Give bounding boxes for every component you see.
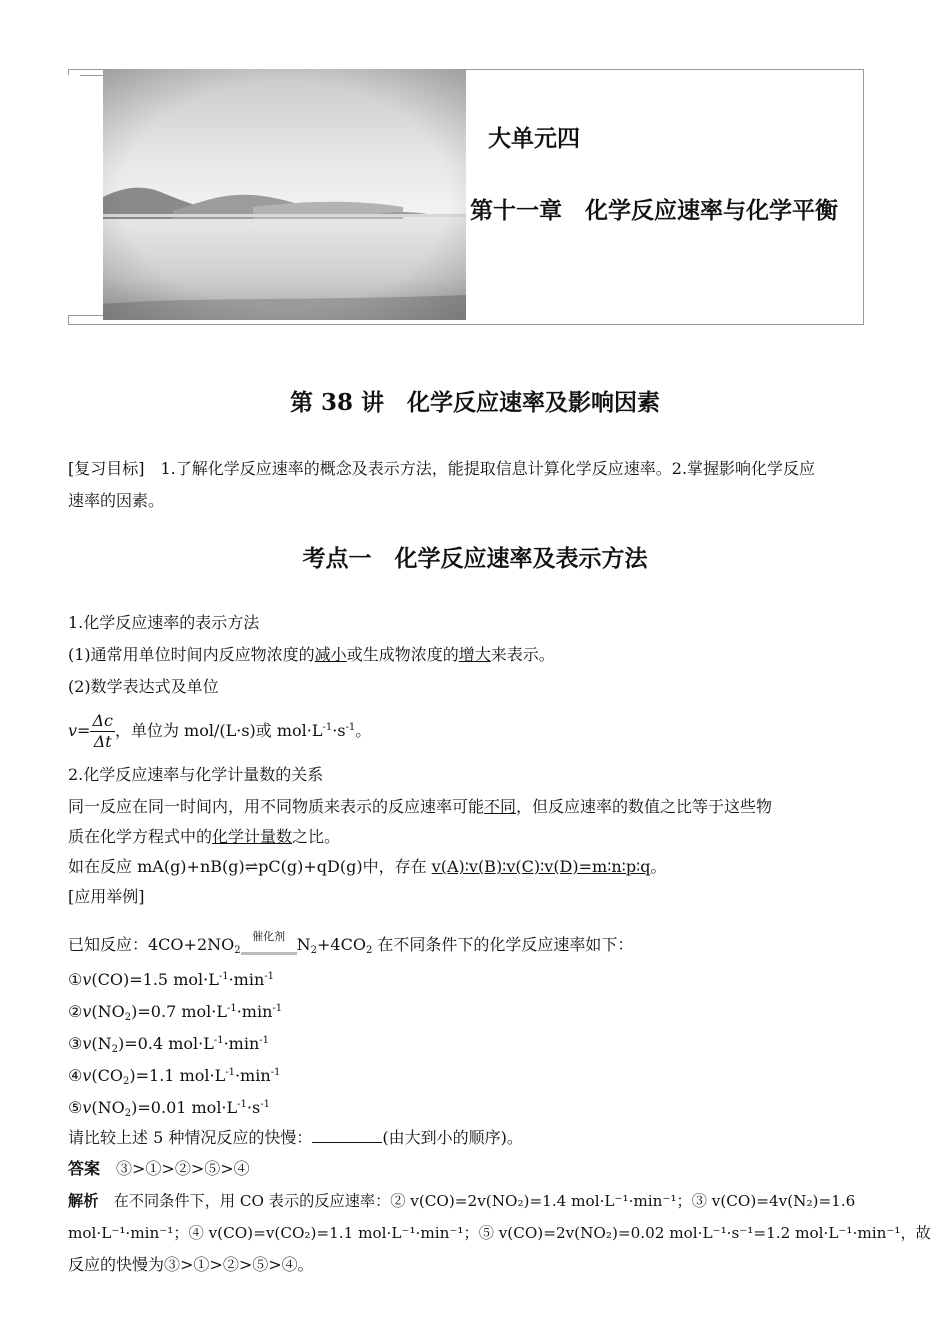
rate-item: $④v(CO_2)=1.1$ $mol\cdot L^{-1}\cdot\min^{-1}$: [68, 1066, 281, 1087]
rate-item: $⑤v(NO_2)=0.01$ $mol\cdot L^{-1}\cdot s^{-1}$: [68, 1098, 270, 1119]
analysis-label: 解析: [68, 1192, 99, 1210]
banner-accent-line: [80, 75, 104, 76]
analysis-line: mol·L⁻¹·min⁻¹；④ v(CO)=v(CO₂)=1.1 mol·L⁻¹·min⁻¹；⑤ v(CO)=2v(NO₂)=0.02 mol·L⁻¹·s⁻¹=1.2 mol·L⁻¹·min⁻¹，故: [68, 1224, 931, 1242]
fraction: $\frac{\Delta c}{\Delta t}$: [92, 711, 113, 751]
analysis-line: 反应的快慢为③>①>②>⑤>④。: [68, 1255, 314, 1274]
rate-formula: v= $\frac{\Delta c}{\Delta t}$ ，单位为 mol/(L·s)或 $mol\cdot L^{-1}\cdot s^{-1}$。: [68, 711, 372, 751]
rate-item: ①v(CO)=1.5 $mol\cdot L^{-1}\cdot\min^{-1}$: [68, 970, 275, 989]
catalyst-arrow: 催化剂: [241, 940, 297, 962]
banner-frame-gap: [68, 75, 104, 315]
s2-line-1: 同一反应在同一时间内，用不同物质来表示的反应速率可能不同，但反应速率的数值之比等于这些物: [68, 797, 773, 816]
rate-item: $③v(N_2)=0.4$ $mol\cdot L^{-1}\cdot\min^{-1}$: [68, 1034, 270, 1055]
analysis-line: 解析 在不同条件下，用 CO 表示的反应速率：② v(CO)=2v(NO₂)=1.4 mol·L⁻¹·min⁻¹；③ v(CO)=4v(N₂)=1.6: [68, 1192, 856, 1210]
rate-item: $②v(NO_2)=0.7$ $mol\cdot L^{-1}\cdot\min^{-1}$: [68, 1002, 283, 1023]
example-intro: 已知反应：$4CO+2NO_2$ 催化剂 $N_2+4CO_2$ 在不同条件下的化学反应速率如下：: [68, 934, 633, 962]
answer-fill: 减小: [314, 645, 347, 664]
answer-label: 答案: [68, 1159, 101, 1178]
s1-title: 1.化学反应速率的表示方法: [68, 613, 260, 632]
s2-title: 2.化学反应速率与化学计量数的关系: [68, 765, 324, 784]
chapter-title: 第十一章 化学反应速率与化学平衡: [470, 197, 838, 224]
section-title: 考点一 化学反应速率及表示方法: [302, 545, 648, 572]
answer-fill: 化学计量数: [212, 827, 293, 846]
answer-line: 答案 ③>①>②>⑤>④: [68, 1159, 250, 1178]
lecture-title: 第 38 讲 化学反应速率及影响因素: [289, 389, 661, 416]
example-label: [应用举例]: [68, 887, 145, 906]
s1-line-1: (1)通常用单位时间内反应物浓度的减小或生成物浓度的增大来表示。: [68, 645, 555, 664]
answer-blank: [312, 1126, 382, 1143]
question-line: 请比较上述 5 种情况反应的快慢： (由大到小的顺序)。: [68, 1128, 523, 1147]
answer-fill: 不同: [484, 797, 517, 816]
lake-landscape-image: [103, 69, 466, 320]
review-goal-label: [复习目标]: [68, 459, 145, 478]
review-goal-line: [复习目标] 1.了解化学反应速率的概念及表示方法，能提取信息计算化学反应速率。2.掌握影响化学反应: [68, 459, 816, 478]
review-goal-line: 速率的因素。: [68, 491, 165, 510]
s2-line-3: 如在反应 mA(g)+nB(g)⇌pC(g)+qD(g)中，存在 v(A)∶v(B)∶v(C)∶v(D)=m∶n∶p∶q。: [68, 857, 667, 876]
s2-line-2: 质在化学方程式中的化学计量数之比。: [68, 827, 341, 846]
banner-accent-line: [68, 315, 104, 316]
answer-fill: v(A)∶v(B)∶v(C)∶v(D)=m∶n∶p∶q: [431, 857, 651, 876]
s1-line-2: (2)数学表达式及单位: [68, 677, 219, 696]
answer-fill: 增大: [458, 645, 491, 664]
unit-title: 大单元四: [488, 125, 580, 152]
